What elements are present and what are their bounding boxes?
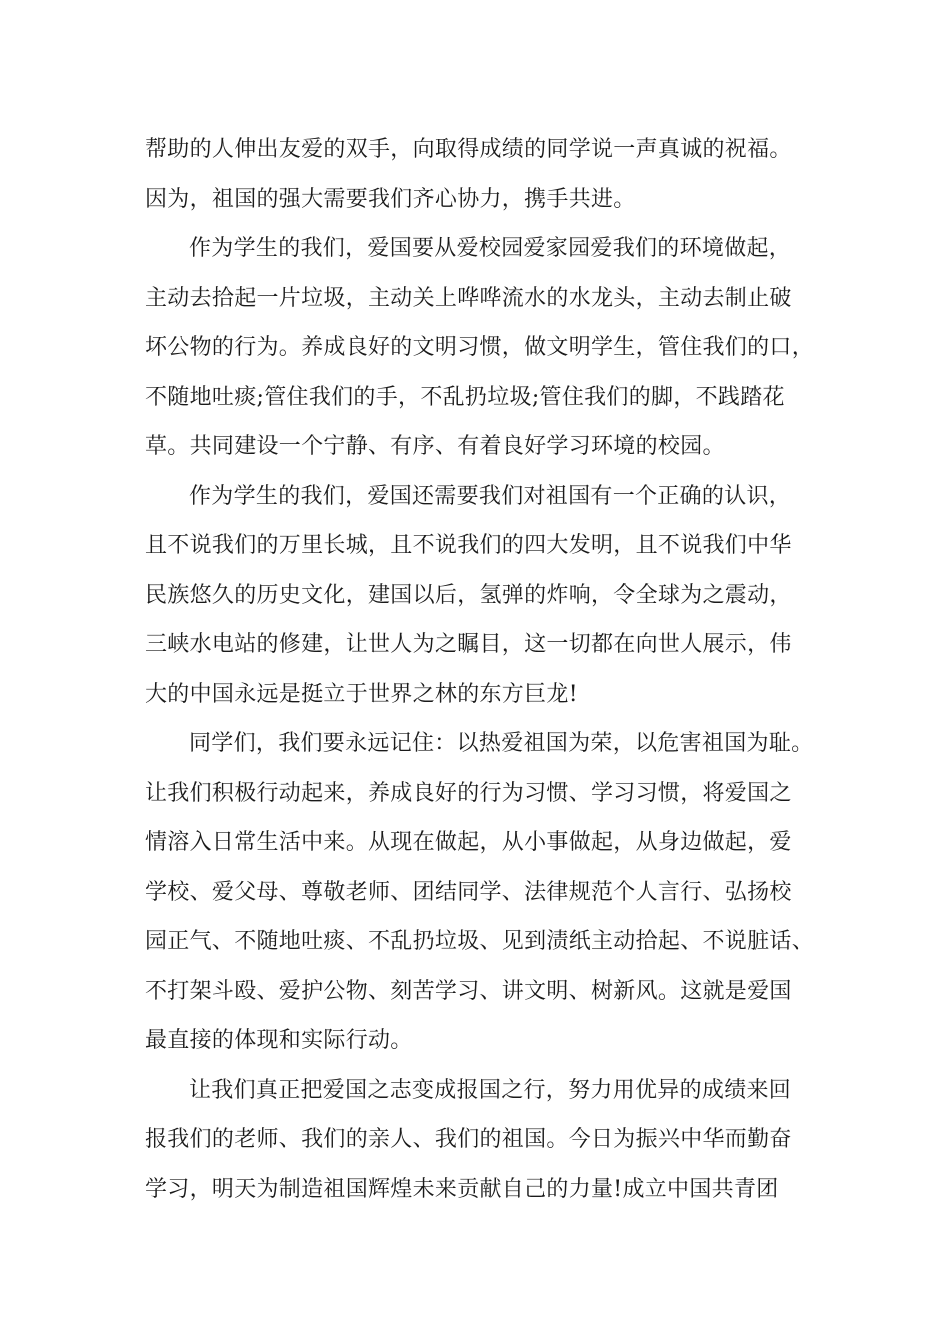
text-line: 帮助的人伸出友爱的双手，向取得成绩的同学说一声真诚的祝福。 (145, 137, 792, 162)
paragraph-first-line: 作为学生的我们，爱国要从爱校园爱家园爱我们的环境做起， (189, 236, 792, 261)
text-line: 让我们积极行动起来，养成良好的行为习惯、学习习惯，将爱国之 (145, 780, 792, 806)
paragraph-first-line: 让我们真正把爱国之志变成报国之行，努力用优异的成绩来回 (189, 1077, 792, 1103)
paragraph-first-line: 同学们，我们要永远记住：以热爱祖国为荣，以危害祖国为耻。 (189, 731, 814, 756)
paragraph-first-line: 作为学生的我们，爱国还需要我们对祖国有一个正确的认识， (189, 483, 792, 509)
body-text (145, 125, 825, 1214)
text-line: 不打架斗殴、爱护公物、刻苦学习、讲文明、树新风。这就是爱国 (145, 978, 792, 1004)
text-line: 园正气、不随地吐痰、不乱扔垃圾、见到渍纸主动拾起、不说脏话、 (145, 929, 815, 954)
text-line: 大的中国永远是挺立于世界之林的东方巨龙! (145, 681, 578, 707)
text-line: 学习，明天为制造祖国辉煌未来贡献自己的力量!成立中国共青团 (145, 1176, 779, 1202)
text-line: 且不说我们的万里长城，且不说我们的四大发明，且不说我们中华 (145, 533, 792, 558)
text-line: 因为，祖国的强大需要我们齐心协力，携手共进。 (145, 186, 636, 212)
text-line: 草。共同建设一个宁静、有序、有着良好学习环境的校园。 (145, 434, 725, 459)
text-line: 三峡水电站的修建，让世人为之瞩目，这一切都在向世人展示，伟 (145, 632, 792, 657)
text-line: 报我们的老师、我们的亲人、我们的祖国。今日为振兴中华而勤奋 (145, 1127, 792, 1152)
text-line: 民族悠久的历史文化，建国以后，氢弹的炸响，令全球为之震动， (145, 582, 792, 608)
text-line: 最直接的体现和实际行动。 (145, 1028, 413, 1053)
text-line: 坏公物的行为。养成良好的文明习惯，做文明学生，管住我们的口， (145, 335, 815, 360)
text-line: 不随地吐痰;管住我们的手，不乱扔垃圾;管住我们的脚，不践踏花 (145, 384, 785, 410)
text-line: 情溶入日常生活中来。从现在做起，从小事做起，从身边做起，爱 (145, 830, 792, 855)
text-line: 主动去拾起一片垃圾，主动关上哗哗流水的水龙头，主动去制止破 (145, 285, 792, 311)
text-line: 学校、爱父母、尊敬老师、团结同学、法律规范个人言行、弘扬校 (145, 879, 792, 905)
